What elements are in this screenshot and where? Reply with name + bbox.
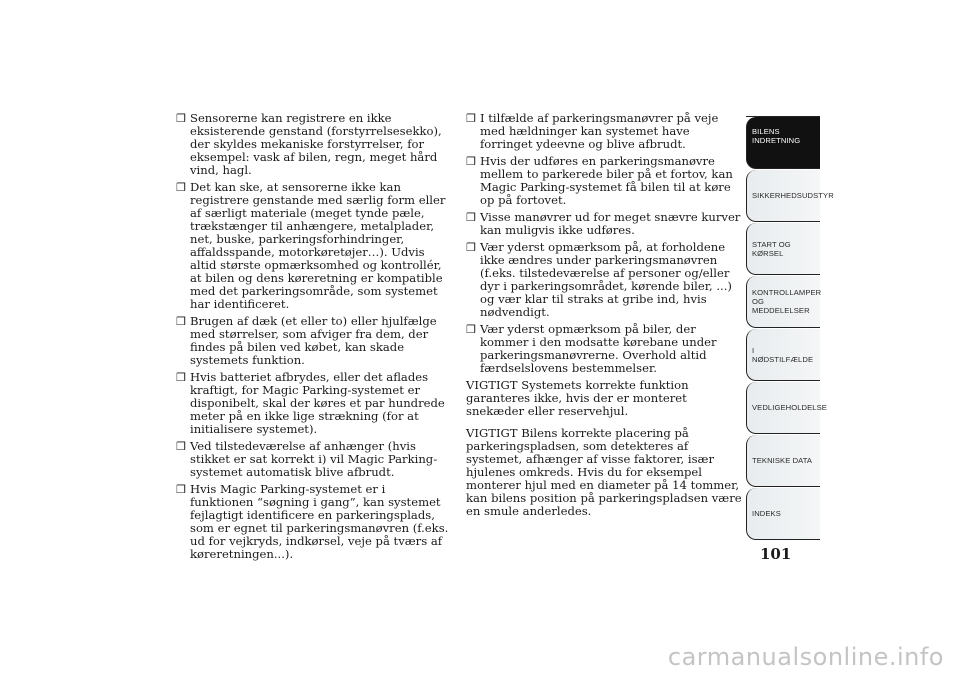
tab-start-og-korsel[interactable] (746, 223, 820, 275)
important-note-snow-chains: VIGTIGT Systemets korrekte funktion garanteres ikke, hvis der er monteret snekæder eller reservehjul. (466, 378, 689, 418)
bullet-text: Det kan ske, at sensorerne ikke kan registrere genstande med særlig form eller af særligt materiale (meget tynde pæle, trækstænger til anhængere, metalplader, net, buske, parkeringsforhindringer, affaldsspande, motorkøretøjer…). Udvis altid største opmærksomhed og kontrollér, at bilen og dens køreretning er kompatible med det parkeringsområde, som systemet har identificeret. (190, 180, 446, 311)
bullet-text: Hvis der udføres en parkeringsmanøvre mellem to parkerede biler på et fortov, kan Magic Parking-systemet få bilen til at køre op på fortovet. (480, 154, 733, 207)
bullet-text: Visse manøvrer ud for meget snævre kurver kan muligvis ikke udføres. (480, 210, 741, 237)
bullet-text: Hvis Magic Parking-systemet er i funktionen “søgning i gang”, kan systemet fejlagtigt identificere en parkeringsplads, som er egnet til parkeringsmanøvren (f.eks. ud for vejkryds, indkørsel, veje på tværs af køreretningen...). (190, 482, 449, 561)
bullet-text: Vær yderst opmærksom på, at forholdene ikke ændres under parkeringsmanøvren (f.eks. tilstedeværelse af personer og/eller dyr i parkeringsområdet, kørende biler, ...) og vær klar til straks at gribe ind, hvis nødvendigt. (480, 240, 732, 319)
bullet-item (466, 323, 742, 375)
tab-label: START OG KØRSEL (752, 239, 791, 258)
bullet-text: Brugen af dæk (et eller to) eller hjulfælge med størrelser, som afviger fra dem, der findes på bilen ved købet, kan skade systemets funktion. (190, 314, 437, 367)
tab-label: INDRETNING (752, 136, 801, 145)
bullet-item (176, 440, 452, 479)
bullet-item (466, 155, 742, 207)
bullet-text: Vær yderst opmærksom på biler, der kommer i den modsatte kørebane under parkeringsmanøvrerne. Overhold altid færdselslovens bestemmelser. (480, 322, 717, 375)
tab-tekniske-data[interactable] (746, 435, 820, 487)
bullet-item (466, 112, 742, 151)
checkbox-bullet-icon: ❒ (466, 323, 476, 336)
left-column (176, 112, 452, 565)
watermark: carmanualsonline.info (667, 643, 944, 671)
checkbox-bullet-icon: ❒ (176, 440, 186, 453)
bullet-text: Sensorerne kan registrere en ikke eksisterende genstand (forstyrrelsesekko), der skyldes mekaniske forstyrrelser, for eksempel: vask af bilen, regn, meget hård vind, hagl. (190, 111, 442, 177)
tab-label: VEDLIGEHOLDELSE (752, 403, 827, 412)
bullet-item (176, 315, 452, 367)
bullet-item (466, 211, 742, 237)
bullet-item (176, 181, 452, 311)
tab-label: SIKKERHEDSUDSTYR (752, 191, 834, 200)
important-note-wheel-position: VIGTIGT Bilens korrekte placering på parkeringspladsen, som detekteres af systemet, afhænger af visse faktorer, især hjulenes omkreds. Hvis du for eksempel monterer hjul med en diameter på 14 tommer, kan bilens position på parkeringspladsen være en smule anderledes. (466, 426, 742, 518)
tab-label: OG MEDDELELSER (752, 297, 810, 315)
tab-label: KONTROLLAMPER (752, 288, 822, 297)
tab-vedligeholdelse[interactable] (746, 382, 827, 434)
bullet-item (176, 112, 452, 177)
checkbox-bullet-icon: ❒ (176, 112, 186, 125)
checkbox-bullet-icon: ❒ (176, 483, 186, 496)
checkbox-bullet-icon: ❒ (466, 112, 476, 125)
bullet-text: Hvis batteriet afbrydes, eller det aflades kraftigt, for Magic Parking-systemet er disponibelt, skal der køres et par hundrede meter på en ikke lige strækning (for at initialisere systemet). (190, 370, 445, 436)
checkbox-bullet-icon: ❒ (466, 155, 476, 168)
chapter-tab-strip (746, 116, 834, 541)
tab-label: TEKNISKE DATA (752, 456, 813, 465)
page-number: 101 (760, 545, 792, 563)
checkbox-bullet-icon: ❒ (176, 315, 186, 328)
right-column (466, 112, 742, 527)
bullet-item (176, 483, 452, 561)
tab-bilens-indretning[interactable] (746, 117, 820, 169)
tab-indeks[interactable] (746, 488, 820, 540)
bullet-text: I tilfælde af parkeringsmanøvrer på veje med hældninger kan systemet have forringet ydeevne og blive afbrudt. (480, 111, 719, 151)
checkbox-bullet-icon: ❒ (466, 211, 476, 224)
tab-label: I NØDSTILFÆLDE (752, 345, 814, 364)
tab-sikkerhedsudstyr[interactable] (746, 170, 834, 222)
checkbox-bullet-icon: ❒ (176, 181, 186, 194)
bullet-text: Ved tilstedeværelse af anhænger (hvis stikket er sat korrekt i) vil Magic Parking-systemet automatisk blive afbrudt. (190, 439, 438, 479)
bullet-item (466, 241, 742, 319)
tab-i-nodstilfaelde[interactable] (746, 329, 820, 381)
tab-kontrollamper[interactable] (746, 276, 820, 328)
tab-label: INDEKS (752, 509, 781, 518)
bullet-item (176, 371, 452, 436)
tab-label: BILENS (752, 127, 780, 136)
checkbox-bullet-icon: ❒ (466, 241, 476, 254)
checkbox-bullet-icon: ❒ (176, 371, 186, 384)
